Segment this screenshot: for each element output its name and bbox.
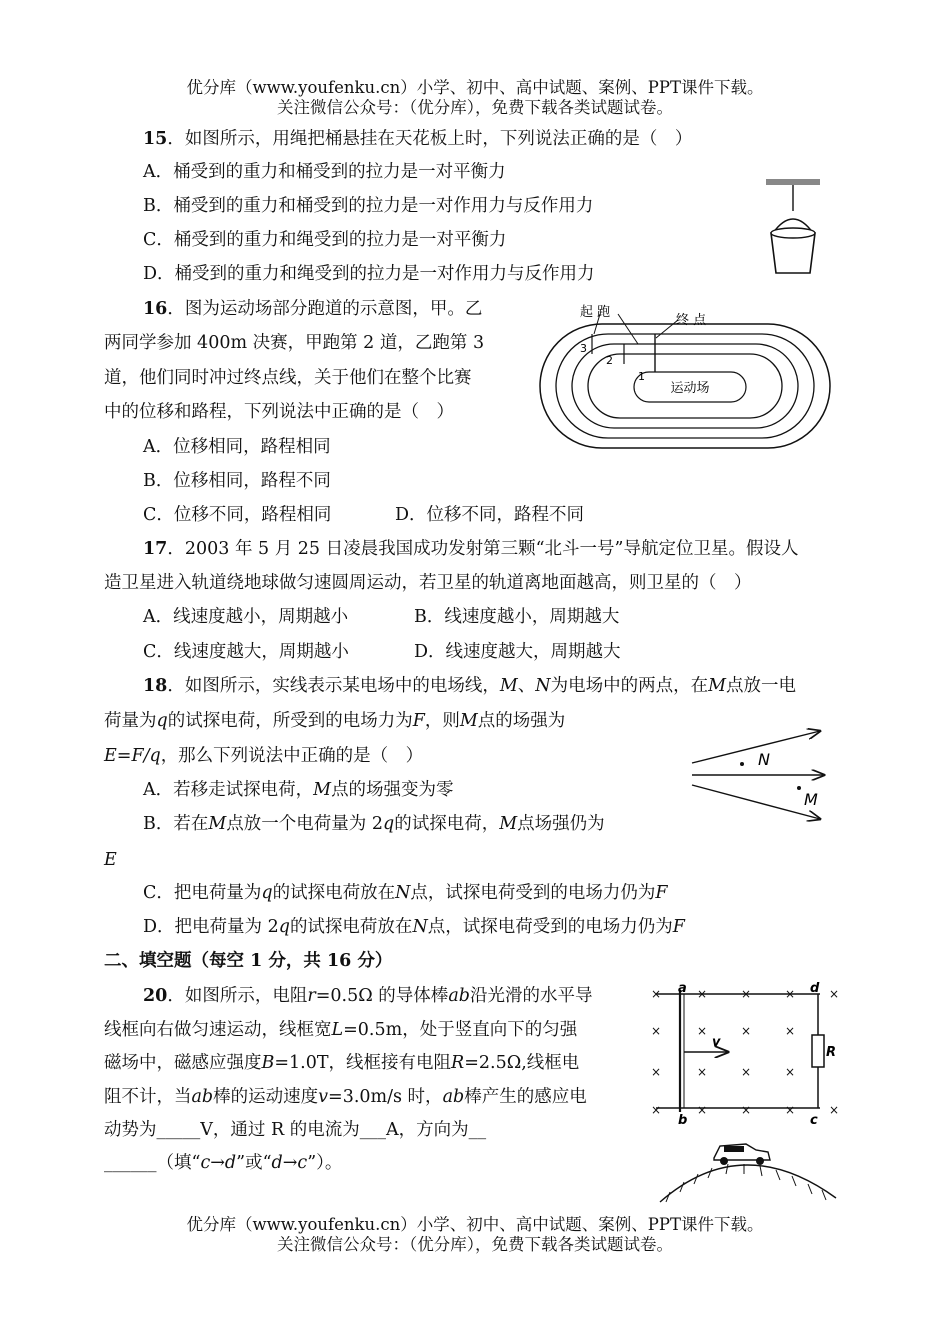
q17-option-d: D．线速度越大，周期越大	[414, 642, 621, 662]
bucket-body	[771, 233, 815, 273]
header-line-1: 优分库（www.youfenku.cn）小学、初中、高中试题、案例、PPT课件下载。	[186, 78, 764, 97]
q20-stem-line-5: 动势为_____V，通过 R 的电流为___A，方向为__	[104, 1120, 487, 1140]
q16-option-d: D．位移不同，路程不同	[395, 505, 585, 525]
finish-label: 终 点	[676, 313, 707, 328]
field-cross: ×	[740, 1024, 752, 1038]
q15-option-c: C．桶受到的重力和绳受到的拉力是一对平衡力	[143, 230, 507, 250]
q20-stem-line-3: 磁场中，磁感应强度B=1.0T，线框接有电阻R=2.5Ω,线框电	[104, 1053, 580, 1073]
q18-option-b: B．若在M点放一个电荷量为 2q的试探电荷，M点场强仍为	[143, 814, 605, 834]
point-m-dot	[797, 786, 801, 790]
field-cross: ×	[828, 987, 840, 1001]
q15-option-b: B．桶受到的重力和桶受到的拉力是一对作用力与反作用力	[143, 196, 594, 216]
q17-stem-line-2: 造卫星进入轨道绕地球做匀速圆周运动，若卫星的轨道离地面越高，则卫星的（ ）	[104, 573, 752, 593]
hill-hatching	[666, 1164, 826, 1202]
field-cross: ×	[696, 1065, 708, 1079]
q18-stem-line-3: E=F/q，那么下列说法中正确的是（ ）	[104, 746, 424, 766]
field-label: 运动场	[670, 381, 710, 396]
q16-option-c: C．位移不同，路程相同	[143, 505, 332, 525]
field-line-lower	[692, 785, 820, 819]
q16-stem-line-1: 16．图为运动场部分跑道的示意图，甲。乙	[143, 299, 483, 319]
track-figure	[538, 300, 834, 452]
hill	[660, 1165, 836, 1202]
q16-stem-line-2: 两同学参加 400m 决赛，甲跑第 2 道，乙跑第 3	[104, 333, 485, 353]
label-a: a	[678, 981, 687, 996]
q16-option-a: A．位移相同，路程相同	[143, 437, 331, 457]
q18-stem-line-2: 荷量为q的试探电荷，所受到的电场力为F，则M点的场强为	[104, 711, 566, 731]
bucket-figure	[760, 175, 830, 280]
ceiling-plate	[766, 179, 820, 185]
field-line-upper	[692, 731, 820, 763]
velocity-label: v	[712, 1035, 721, 1050]
field-cross: ×	[650, 987, 662, 1001]
q18-stem-line-1: 18．如图所示，实线表示某电场中的电场线，M、N为电场中的两点，在M点放一电	[143, 676, 797, 696]
field-cross: ×	[696, 1103, 708, 1117]
car-window	[724, 1146, 744, 1152]
q18-option-b-cont: E	[104, 850, 117, 870]
circuit-figure	[650, 980, 840, 1208]
lane-2-label: 2	[606, 354, 613, 367]
label-d: d	[810, 981, 820, 996]
q17-stem-line-1: 17．2003 年 5 月 25 日凌晨我国成功发射第三颗“北斗一号”导航定位卫星。假设人	[143, 539, 799, 559]
q15-option-d: D．桶受到的重力和绳受到的拉力是一对作用力与反作用力	[143, 264, 595, 284]
q15-stem: 15．如图所示，用绳把桶悬挂在天花板上时，下列说法正确的是（ ）	[143, 129, 693, 149]
label-c: c	[810, 1113, 818, 1128]
q16-stem-line-3: 道，他们同时冲过终点线，关于他们在整个比赛	[104, 368, 472, 388]
q20-stem-line-4: 阻不计，当ab棒的运动速度v=3.0m/s 时，ab棒产生的感应电	[104, 1087, 587, 1107]
finish-pointer	[656, 320, 678, 338]
field-cross: ×	[740, 987, 752, 1001]
field-cross: ×	[828, 1103, 840, 1117]
car	[714, 1144, 770, 1165]
header-line-2: 关注微信公众号：（优分库），免费下载各类试题试卷。	[277, 98, 673, 117]
point-n-label: N	[758, 750, 770, 769]
q17-option-c: C．线速度越大，周期越小	[143, 642, 349, 662]
car-wheel-front	[720, 1157, 728, 1165]
field-cross: ×	[784, 987, 796, 1001]
field-cross: ×	[784, 1065, 796, 1079]
field-lines-figure	[688, 725, 830, 825]
field-cross: ×	[696, 987, 708, 1001]
q17-option-a: A．线速度越小，周期越小	[143, 607, 349, 627]
bucket-rim	[771, 228, 815, 238]
field-cross: ×	[696, 1024, 708, 1038]
q20-stem-line-6: ______（填“c→d”或“d→c”）。	[104, 1153, 343, 1173]
q15-option-a: A．桶受到的重力和桶受到的拉力是一对平衡力	[143, 162, 506, 182]
footer-line-2: 关注微信公众号：（优分库），免费下载各类试题试卷。	[277, 1235, 673, 1254]
q16-stem-line-4: 中的位移和路程，下列说法中正确的是（ ）	[104, 402, 454, 422]
label-b: b	[678, 1113, 688, 1128]
lane-1-label: 1	[638, 370, 645, 383]
q18-option-d: D．把电荷量为 2q的试探电荷放在N点，试探电荷受到的电场力仍为F	[143, 917, 685, 937]
q18-option-c: C．把电荷量为q的试探电荷放在N点，试探电荷受到的电场力仍为F	[143, 883, 668, 903]
point-n-dot	[740, 762, 744, 766]
q17-option-b: B．线速度越小，周期越大	[414, 607, 620, 627]
q20-stem-line-1: 20．如图所示，电阻r=0.5Ω 的导体棒ab沿光滑的水平导	[143, 986, 593, 1006]
resistor	[812, 1035, 824, 1067]
start-label: 起 跑	[580, 305, 611, 320]
resistor-label: R	[826, 1045, 837, 1060]
point-m-label: M	[804, 790, 818, 809]
footer-line-1: 优分库（www.youfenku.cn）小学、初中、高中试题、案例、PPT课件下载。	[186, 1215, 764, 1234]
field-cross: ×	[740, 1065, 752, 1079]
field-cross: ×	[650, 1065, 662, 1079]
q18-option-a: A．若移走试探电荷，M点的场强变为零	[143, 780, 454, 800]
lane-3-label: 3	[580, 342, 587, 355]
start-pointer-2	[618, 314, 638, 344]
section-2-title: 二、填空题（每空 1 分，共 16 分）	[104, 951, 393, 971]
q20-stem-line-2: 线框向右做匀速运动，线框宽L=0.5m，处于竖直向下的匀强	[104, 1020, 578, 1040]
field-cross: ×	[650, 1024, 662, 1038]
field-cross: ×	[740, 1103, 752, 1117]
q16-option-b: B．位移相同，路程不同	[143, 471, 331, 491]
field-cross: ×	[650, 1103, 662, 1117]
field-cross: ×	[784, 1103, 796, 1117]
car-wheel-rear	[756, 1157, 764, 1165]
field-cross: ×	[784, 1024, 796, 1038]
